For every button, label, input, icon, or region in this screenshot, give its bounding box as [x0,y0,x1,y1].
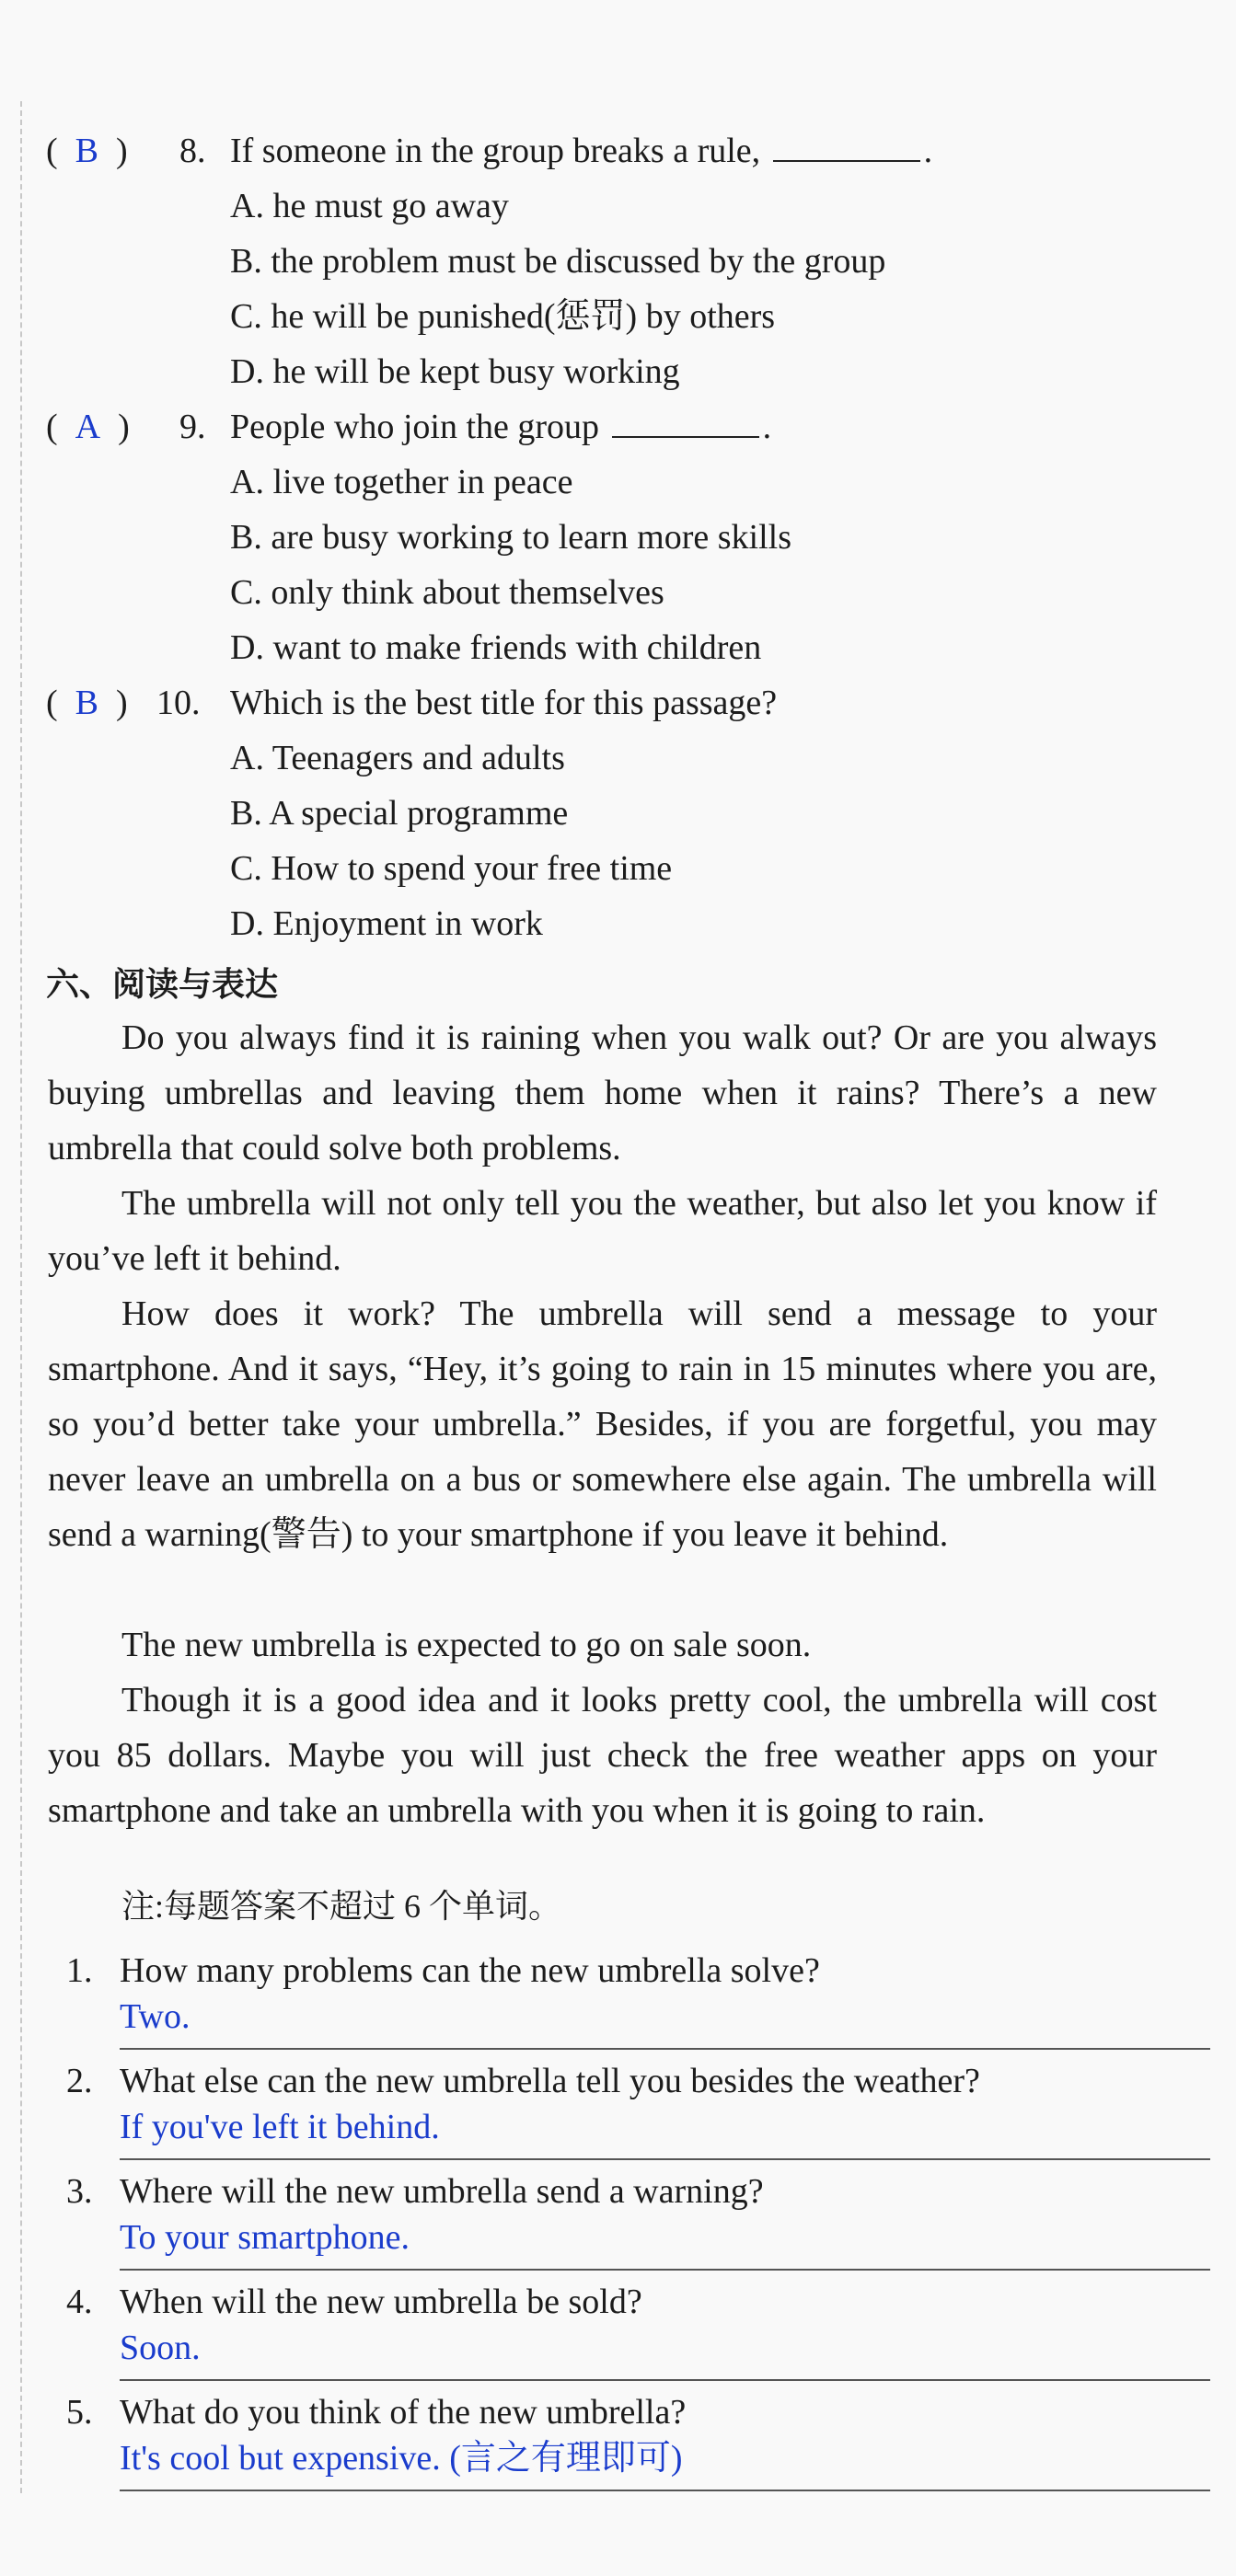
answer-paren: ( A ) [46,408,130,446]
option-a: A. live together in peace [230,463,573,501]
option-d: D. he will be kept busy working [230,352,680,391]
question-number: 8. [179,132,206,170]
question-number: 10. [156,684,201,722]
stem-after: . [923,132,933,170]
question-number: 2. [66,2062,93,2100]
question-text [230,681,777,725]
passage-paragraph-1: Do you always find it is raining when you walk out? Or are you always buying umbrellas and leaving them home when it rains? There’s a new umbrella that could solve both problems. [48,1018,1157,1167]
answer-blank [612,408,759,438]
passage-paragraph-2: The umbrella will not only tell you the weather, but also let you know if you’ve left it behind. [48,1184,1157,1278]
stem-after: . [762,408,772,446]
answer-line [120,2158,1210,2160]
question-number: 1. [66,1951,93,1990]
section-title: 六、阅读与表达 [46,966,279,1004]
answer-paren: ( B ) [46,132,128,170]
answer-line [120,2269,1210,2271]
option-b: B. A special programme [230,794,569,833]
answer-text: Two. [120,1997,191,2036]
passage-paragraph-3: How does it work? The umbrella will send a message to your smartphone. And it says, “Hey, it’s going to rain in 15 minutes where you are, so you’d better take your umbrella.” Besides, if you are forgetful, you may never leave an umbrella on a bus or somewhere else again. The umbrella will send a warning(警告) to your smartphone if you leave it behind. [48,1294,1157,1554]
question-number: 9. [179,408,206,446]
question-text: When will the new umbrella be sold? [120,2283,642,2321]
answer-text: It's cool but expensive. (言之有理即可) [120,2439,683,2478]
question-text: How many problems can the new umbrella solve? [120,1951,820,1990]
answer-text: To your smartphone. [120,2218,410,2257]
option-a: A. he must go away [230,187,509,225]
question-text [230,405,771,449]
question-number: 5. [66,2393,93,2432]
answer-note: 注:每题答案不超过 6 个单词。 [121,1888,562,1925]
answer-line [120,2048,1210,2050]
answer-letter: B [75,684,99,722]
option-b: B. are busy working to learn more skills [230,518,792,557]
stem-before: People who join the group [230,408,600,446]
question-number: 4. [66,2283,93,2321]
option-a: A. Teenagers and adults [230,739,565,777]
option-b: B. the problem must be discussed by the group [230,242,886,281]
answer-line [120,2379,1210,2381]
answer-text: Soon. [120,2329,201,2367]
option-c: C. he will be punished(惩罚) by others [230,297,776,336]
question-text [230,129,932,173]
answer-text: If you've left it behind. [120,2108,440,2146]
question-text: What do you think of the new umbrella? [120,2393,687,2432]
passage-paragraph-4: The new umbrella is expected to go on sale soon. [121,1626,812,1664]
answer-letter: B [75,132,99,170]
answer-line [120,2490,1210,2491]
option-d: D. want to make friends with children [230,628,762,667]
option-c: C. only think about themselves [230,573,664,612]
stem-before: If someone in the group breaks a rule, [230,132,761,170]
answer-paren: ( B ) [46,684,128,722]
option-d: D. Enjoyment in work [230,904,543,943]
question-text: What else can the new umbrella tell you besides the weather? [120,2062,980,2100]
stem-before: Which is the best title for this passage? [230,684,778,722]
question-number: 3. [66,2172,93,2211]
answer-letter: A [75,408,101,446]
question-text: Where will the new umbrella send a warning? [120,2172,764,2211]
option-c: C. How to spend your free time [230,849,673,888]
passage-paragraph-5: Though it is a good idea and it looks pretty cool, the umbrella will cost you 85 dollars. Maybe you will just check the free weather apps on your smartphone and take an umbrella with you when it is going to rain. [48,1681,1157,1830]
answer-blank [773,132,920,162]
binding-margin-line [20,101,22,2493]
